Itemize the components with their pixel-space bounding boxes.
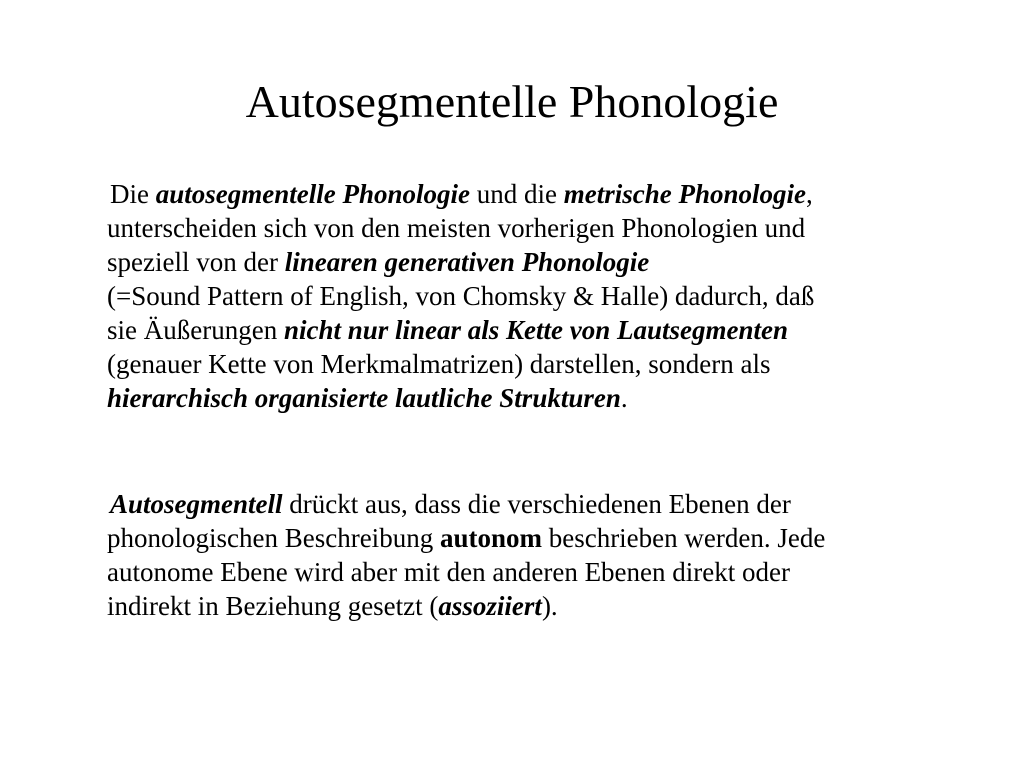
p2-text: phonologischen Beschreibung (107, 523, 440, 553)
p1-line-1 (107, 177, 967, 211)
term-metrische-phonologie: metrische Phonologie (563, 179, 806, 209)
term-autonom: autonom (439, 523, 542, 553)
slide-title: Autosegmentelle Phonologie (245, 76, 779, 127)
p1-line-6: (genauer Kette von Merkmalmatrizen) darstellen, sondern als (107, 349, 771, 379)
p1-line-2: unterscheiden sich von den meisten vorherigen Phonologien und (107, 213, 806, 243)
p1-text: Die (110, 179, 156, 209)
p1-line-5 (107, 313, 967, 347)
p1-line-3 (107, 245, 967, 279)
p2-text: ). (541, 591, 558, 621)
p1-text: . (620, 383, 628, 413)
p2-text: drückt aus, dass die verschiedenen Ebenen der (282, 489, 791, 519)
p1-text: und die (469, 179, 564, 209)
p1-line-4: (=Sound Pattern of English, von Chomsky & Halle) dadurch, daß (107, 281, 815, 311)
paragraph-autosegmental-definition (107, 177, 967, 415)
p2-line-2 (107, 521, 967, 555)
p1-text: , (805, 179, 813, 209)
term-nicht-nur-linear: nicht nur linear als Kette von Lautsegmenten (283, 315, 789, 345)
p2-line-4 (107, 589, 967, 623)
term-assoziiert: assoziiert (438, 591, 542, 621)
term-autosegmentelle-phonologie: autosegmentelle Phonologie (155, 179, 470, 209)
term-lineare-generative-phonologie: linearen generativen Phonologie (284, 247, 650, 277)
p2-line-3: autonome Ebene wird aber mit den anderen Ebenen direkt oder (107, 557, 790, 587)
p1-text: sie Äußerungen (107, 315, 284, 345)
p2-text: indirekt in Beziehung gesetzt ( (107, 591, 439, 621)
p1-text: speziell von der (107, 247, 285, 277)
p1-line-7 (107, 381, 967, 415)
term-autosegmentell: Autosegmentell (110, 489, 283, 519)
p2-line-1 (107, 487, 967, 521)
term-hierarchisch-organisiert: hierarchisch organisierte lautliche Strukturen (107, 383, 621, 413)
paragraph-autosegmentell-meaning (107, 487, 967, 623)
p2-text: beschrieben werden. Jede (541, 523, 826, 553)
